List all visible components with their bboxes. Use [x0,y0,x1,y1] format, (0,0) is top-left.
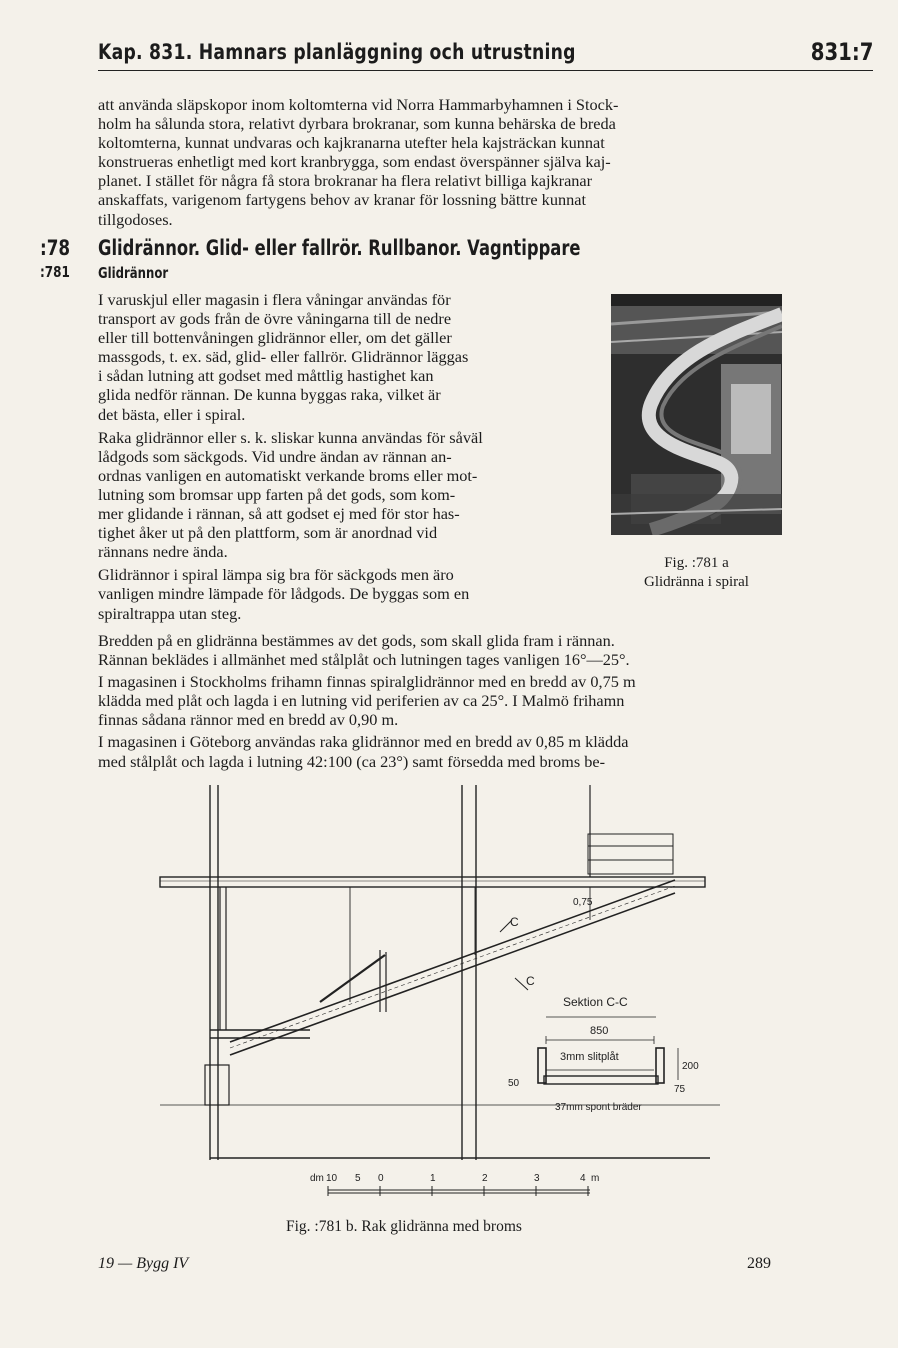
section-margin-number: :78 [40,236,71,260]
label-section: Sektion C-C [563,995,628,1009]
spiral-chute-photo [611,294,782,535]
paragraph-5 [98,672,784,729]
paragraph-2 [98,428,584,562]
text-line: konstrueras enhetligt med kort kranbrygga, som endast överspänner själva kaj- [98,152,611,172]
text-line: anskaffats, varigenom fartygens behov av kranar för lossning bättre kunnat [98,190,586,210]
text-line: spiraltrappa utan steg. [98,603,242,623]
text-line: I varuskjul eller magasin i flera våningar användas för [98,290,451,309]
label-c-upper: C [510,915,519,929]
text-line: I magasinen i Göteborg användas raka glidrännor med en bredd av 0,85 m klädda [98,732,629,752]
figure-b-caption: Fig. :781 b. Rak glidränna med broms [286,1218,522,1235]
text-line: eller till bottenvåningen glidrännor eller, om det gäller [98,328,452,348]
text-line: finnas sådana rännor med en bredd av 0,90 m. [98,710,399,730]
text-line: massgods, t. ex. säd, glid- eller fallrör. Glidrännor läggas [98,347,469,367]
scale-tick: 5 [355,1173,361,1184]
figure-a-label: Fig. :781 a [664,555,729,571]
section-heading: Glidrännor. Glid- eller fallrör. Rullbanor. Vagntippare [98,236,581,260]
label-boards: 37mm spont bräder [555,1102,642,1113]
label-50: 50 [508,1078,520,1089]
scale-tick: 10 [326,1173,338,1184]
text-line: glida nedför rännan. De kunna byggas raka, vilket är [98,385,441,405]
text-line: lutning som bromsar upp farten på det gods, som kom- [98,484,456,504]
text-line: holm ha sålunda stora, relativt dyrbara brokranar, som kunna behärska de breda [98,114,616,134]
section-number: 831:7 [810,38,873,66]
text-line: med stålplåt och lagda i lutning 42:100 (ca 23°) samt försedda med broms be- [98,751,606,771]
straight-chute-drawing [150,780,720,1210]
text-line: rännans nedre ända. [98,542,228,562]
label-850: 850 [590,1025,609,1037]
label-plate: 3mm slitplåt [560,1051,619,1063]
paragraph-1 [98,290,584,424]
scale-end-unit: m [591,1173,600,1184]
text-line: koltomterna, kunnat undvaras och kajkranarna utefter hela kajsträckan kunnat [98,133,605,153]
label-200: 200 [682,1061,699,1072]
text-line: ordnas vanligen en automatiskt verkande broms eller mot- [98,465,478,485]
text-line: tighet åker ut på den plattform, som är anordnad vid [98,523,438,543]
text-line: Bredden på en glidränna bestämmes av det gods, som skall glida fram i rännan. [98,631,615,650]
text-line: mer glidande i rännan, så att godset ej med för stor has- [98,504,460,524]
chapter-title: Kap. 831. Hamnars planläggning och utrustning [98,40,576,64]
scale-unit: dm [310,1173,324,1184]
intro-paragraph [98,95,784,229]
page-number: 289 [747,1255,771,1272]
text-line: det bästa, eller i spiral. [98,404,246,424]
figure-a-title: Glidränna i spiral [644,574,749,590]
narrow-column [98,290,584,623]
label-c-lower: C [526,974,535,988]
scale-tick: 0 [378,1173,384,1184]
text-line: tillgodoses. [98,209,173,229]
paragraph-4 [98,631,784,669]
running-header [98,36,873,71]
scale-tick: 1 [430,1173,436,1184]
text-line: att använda släpskopor inom koltomterna vid Norra Hammarbyhamnen i Stock- [98,95,619,114]
text-line: Glidrännor i spiral lämpa sig bra för säckgods men äro [98,565,454,585]
scale-tick: 2 [482,1173,488,1184]
scale-tick: 4 [580,1173,586,1184]
label-075: 0,75 [573,897,593,908]
figure-a-caption [611,554,782,592]
paragraph-3 [98,565,584,622]
text-line: Raka glidrännor eller s. k. sliskar kunna användas för såväl [98,427,483,447]
text-line: lådgods som säckgods. Vid undre ändan av rännan an- [98,446,452,466]
text-line: I magasinen i Stockholms frihamn finnas spiralglidrännor med en bredd av 0,75 m [98,672,636,692]
spiral-chute-illustration [611,294,782,535]
scale-tick: 3 [534,1173,540,1184]
label-75: 75 [674,1084,686,1095]
text-line: klädda med plåt och lagda i en lutning vid periferien av ca 25°. I Malmö frihamn [98,691,625,711]
text-line: i sådan lutning att godset med måttlig hastighet kan [98,366,434,386]
text-line: Rännan beklädes i allmänhet med stålplåt och lutningen tages vanligen 16°—25°. [98,650,630,670]
text-line: transport av gods från de övre våningarna till de nedre [98,309,452,329]
full-width-text [98,631,784,771]
paragraph-6 [98,732,784,770]
text-line: planet. I stället för några få stora brokranar ha flera relativt billiga kajkranar [98,171,593,191]
subsection-margin-number: :781 [40,263,70,281]
text-line: vanligen mindre lämpade för lådgods. De byggas som en [98,584,470,604]
footer-left: 19 — Bygg IV [98,1255,189,1272]
subsection-heading: Glidrännor [98,264,169,282]
